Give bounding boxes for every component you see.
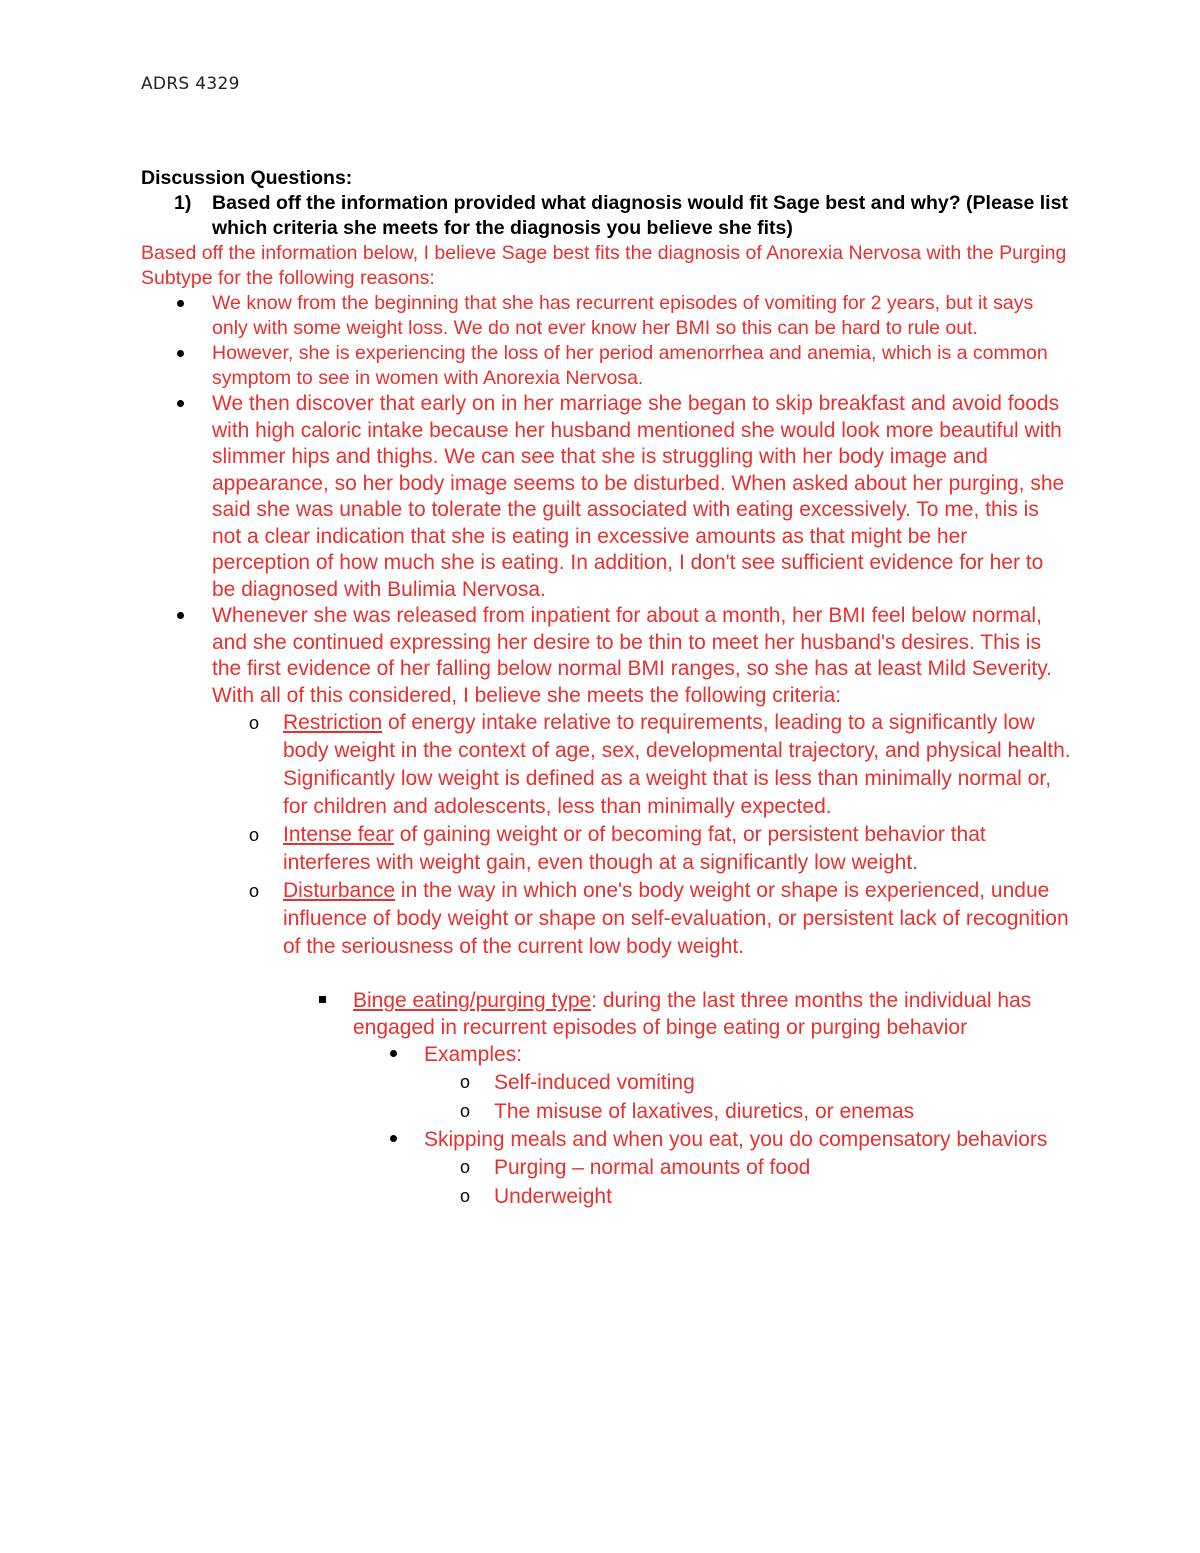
- skipping-sub-2: [141, 1182, 1071, 1211]
- question-number: 1): [174, 192, 192, 214]
- bullet-icon: [390, 1050, 397, 1057]
- skipping-sub-text: Purging – normal amounts of food: [494, 1156, 811, 1179]
- circle-bullet-icon: o: [249, 825, 260, 845]
- criterion-term: Intense fear: [283, 823, 394, 846]
- question-1: [141, 191, 1071, 241]
- blank-line: [141, 961, 1071, 987]
- reason-text: We know from the beginning that she has recurrent episodes of vomiting for 2 years, but it says only with some weight loss. We do not ever know her BMI so this can be hard to rule out.: [212, 292, 1034, 339]
- skipping-label: Skipping meals and when you eat, you do compensatory behaviors: [424, 1128, 1048, 1151]
- reason-bullet-3: [141, 391, 1071, 603]
- circle-bullet-icon: o: [460, 1157, 471, 1177]
- bullet-icon: [390, 1135, 397, 1142]
- skipping-sub-text: Underweight: [494, 1185, 612, 1208]
- reason-text: However, she is experiencing the loss of her period amenorrhea and anemia, which is a common symptom to see in women with Anorexia Nervosa.: [212, 342, 1048, 389]
- bullet-icon: [177, 300, 184, 307]
- subtype-term: Binge eating/purging type: [353, 989, 592, 1012]
- square-bullet-icon: [319, 996, 326, 1003]
- reason-text: Whenever she was released from inpatient for about a month, her BMI feel below normal, and she continued expressing her desire to be thin to meet her husband's desires. This is the first evidence of her falling below normal BMI ranges, so she has at least Mild Severity. With all of this considered, I believe she meets the following criteria:: [212, 604, 1053, 707]
- skipping-item: [141, 1126, 1071, 1153]
- discussion-heading: Discussion Questions:: [141, 167, 353, 189]
- criterion-c: [141, 877, 1071, 961]
- criterion-text: in the way in which one's body weight or shape is experienced, undue influence of body weight or shape on self-evaluation, or persistent lack of recognition of the seriousness of the current low body weight.: [283, 879, 1069, 958]
- bullet-icon: [177, 350, 184, 357]
- reason-bullet-2: [141, 341, 1071, 391]
- reason-bullet-4: [141, 603, 1071, 709]
- bullet-icon: [177, 400, 184, 407]
- example-text: The misuse of laxatives, diuretics, or enemas: [494, 1100, 915, 1123]
- criterion-term: Restriction: [283, 711, 383, 734]
- criterion-text: of energy intake relative to requirements, leading to a significantly low body weight in the context of age, sex, developmental trajectory, and physical health. Significantly low weight is defined as a weight that is less than minimally normal or, for children and adolescents, less than minimally expected.: [283, 711, 1071, 818]
- question-text: Based off the information provided what diagnosis would fit Sage best and why? (Please list which criteria she meets for the diagnosis you believe she fits): [212, 192, 1068, 239]
- circle-bullet-icon: o: [249, 713, 260, 733]
- document-body: [141, 166, 1071, 1211]
- example-text: Self-induced vomiting: [494, 1071, 695, 1094]
- examples-label: Examples:: [424, 1043, 523, 1066]
- bullet-icon: [177, 612, 184, 619]
- circle-bullet-icon: o: [460, 1186, 471, 1206]
- circle-bullet-icon: o: [460, 1072, 471, 1092]
- circle-bullet-icon: o: [249, 881, 260, 901]
- example-1: [141, 1068, 1071, 1097]
- subtype-item: [141, 987, 1071, 1041]
- reason-text: We then discover that early on in her marriage she began to skip breakfast and avoid foods with high caloric intake because her husband mentioned she would look more beautiful with slimmer hips and thighs. We can see that she is struggling with her body image and appearance, so her body image seems to be disturbed. When asked about her purging, she said she was unable to tolerate the guilt associated with eating excessively. To me, this is not a clear indication that she is eating in excessive amounts as that might be her perception of how much she is eating. In addition, I don't see sufficient evidence for her to be diagnosed with Bulimia Nervosa.: [212, 392, 1065, 601]
- criterion-text: of gaining weight or of becoming fat, or persistent behavior that interferes with weight gain, even though at a significantly low weight.: [283, 823, 986, 874]
- examples-item: [141, 1041, 1071, 1068]
- answer-intro: Based off the information below, I believe Sage best fits the diagnosis of Anorexia Nervosa with the Purging Subtype for the following reasons:: [141, 242, 1067, 289]
- subtype-text: : during the last three months the individual has engaged in recurrent episodes of binge eating or purging behavior: [353, 989, 1032, 1039]
- criterion-term: Disturbance: [283, 879, 396, 902]
- reason-bullet-1: [141, 291, 1071, 341]
- skipping-sub-1: [141, 1153, 1071, 1182]
- criterion-a: [141, 709, 1071, 821]
- circle-bullet-icon: o: [460, 1101, 471, 1121]
- course-header: ADRS 4329: [141, 74, 240, 94]
- example-2: [141, 1097, 1071, 1126]
- criterion-b: [141, 821, 1071, 877]
